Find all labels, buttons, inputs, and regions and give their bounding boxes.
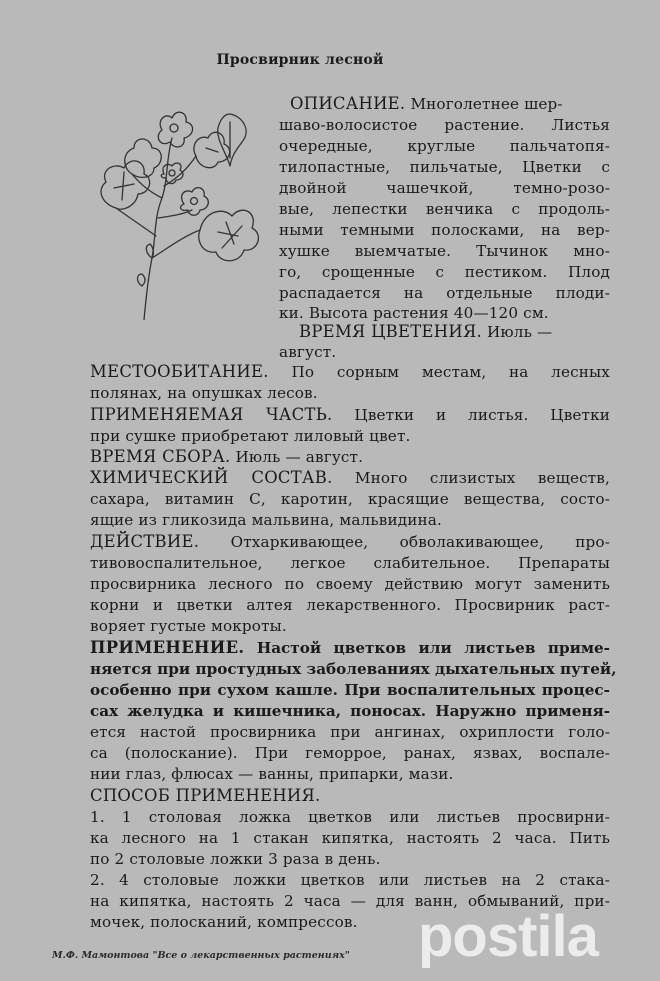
usage-text: особенно при сухом кашле. При воспалительных процес- [90,681,610,699]
habitat-heading: МЕСТООБИТАНИЕ. [90,362,269,381]
usage-line [90,638,610,658]
harvest-heading: ВРЕМЯ СБОРА. [90,447,231,466]
description-line: хушке выемчатые. Тычинок мно- [279,242,610,260]
usage-text: сах желудка и кишечника, поносах. Наружно применя- [90,702,610,720]
description-line: Многолетнее шер- [410,95,563,113]
part-used-text: при сушке приобретают лиловый цвет. [90,427,411,445]
chemistry-text: ящие из гликозида мальвина, мальвидина. [90,511,442,529]
usage-text: Настой цветков или листьев приме- [256,639,610,657]
method-item-text: 2. 4 столовые ложки цветков или листьев на 2 стака- [90,871,610,889]
action-line [90,532,610,552]
part-used-text: Цветки и листья. Цветки [354,406,611,424]
harvest-line [90,447,363,467]
action-text: просвирника лесного по своему действию могут заменить [90,575,610,593]
description-heading: ОПИСАНИЕ. [290,94,406,113]
habitat-line [90,362,610,382]
method-heading: СПОСОБ ПРИМЕНЕНИЯ. [90,786,321,805]
method-item-text: по 2 столовые ложки 3 раза в день. [90,850,381,868]
source-citation: М.Ф. Мамонтова "Все о лекарственных растениях" [52,950,350,961]
page-title: Просвирник лесной [216,52,384,68]
description-line: тилопастные, пильчатые, Цветки с [279,158,610,176]
description-line: вые, лепестки венчика с продоль- [279,200,610,218]
action-text: Отхаркивающее, обволакивающее, про- [230,533,610,551]
habitat-text: полянах, на опушках лесов. [90,384,318,402]
postila-watermark [418,906,656,972]
method-item-text: мочек, полосканий, компрессов. [90,913,358,931]
harvest-text: Июль — август. [235,448,364,466]
description-line: распадается на отдельные плоди- [279,284,610,302]
description-line: шаво-волосистое растение. Листья [279,116,610,134]
method-item-text: на кипятка, настоять 2 часа — для ванн, обмываний, при- [90,892,610,910]
description-line: двойной чашечкой, темно-розо- [279,179,610,197]
description-first-line [290,94,610,114]
description-line: го, срощенные с пестиком. Плод [279,263,610,281]
action-heading: ДЕЙСТВИЕ. [90,532,200,551]
usage-text: нии глаз, флюсах — ванны, припарки, мази. [90,765,454,783]
habitat-text: По сорным местам, на лесных [291,363,610,381]
description-line: ными темными полосками, на вер- [279,221,610,239]
usage-heading: ПРИМЕНЕНИЕ. [90,638,245,657]
plant-illustration [92,108,270,320]
action-text: тивовоспалительное, легкое слабительное. Препараты [90,554,610,572]
flowering-text: август. [279,343,337,361]
action-text: воряет густые мокроты. [90,617,287,635]
chemistry-line [90,468,610,488]
usage-text: няется при простудных заболеваниях дыхательных путей, [90,660,617,678]
chemistry-heading: ХИМИЧЕСКИЙ СОСТАВ. [90,468,333,487]
chemistry-text: сахара, витамин С, каротин, красящие вещества, состо- [90,490,610,508]
method-item-text: ка лесного на 1 стакан кипятка, настоять 2 часа. Пить [90,829,610,847]
description-line: очередные, круглые пальчатопя- [279,137,610,155]
part-used-line [90,405,610,425]
svg-text:postila: postila [418,906,598,969]
flowering-heading: ВРЕМЯ ЦВЕТЕНИЯ. [299,322,483,341]
usage-text: са (полоскание). При геморрое, ранах, язвах, воспале- [90,744,610,762]
part-used-heading: ПРИМЕНЯЕМАЯ ЧАСТЬ. [90,405,333,424]
method-item-text: 1. 1 столовая ложка цветков или листьев просвирни- [90,808,610,826]
chemistry-text: Много слизистых веществ, [354,469,610,487]
flowering-line [299,322,610,342]
description-line: ки. Высота растения 40—120 см. [279,304,549,322]
usage-text: ется настой просвирника при ангинах, охриплости голо- [90,723,610,741]
flowering-text: Июль — [487,323,553,341]
action-text: корни и цветки алтея лекарственного. Просвирник раст- [90,596,610,614]
